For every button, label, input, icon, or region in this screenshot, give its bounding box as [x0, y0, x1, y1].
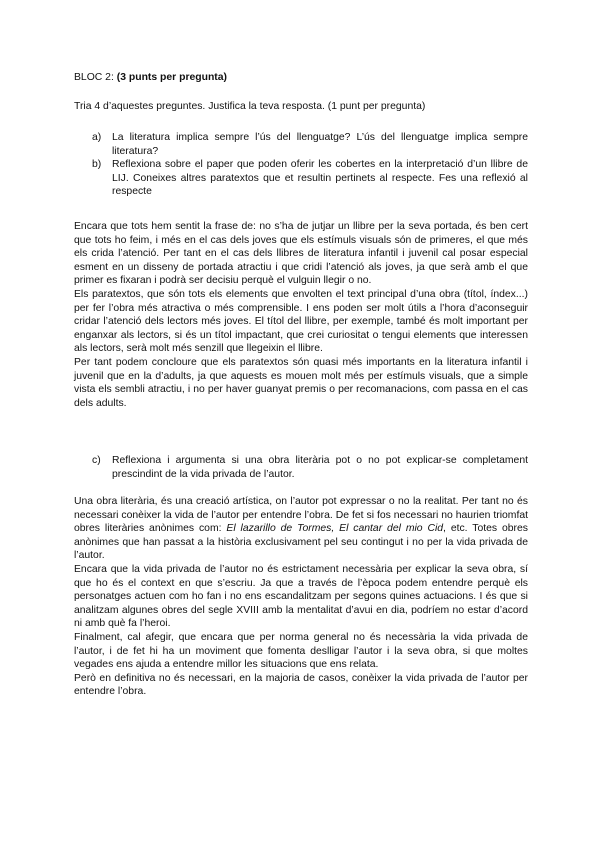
answer-paragraph: Però en definitiva no és necessari, en la majoria de casos, conèixer la vida privada de l’autor per entendre l’obra. — [74, 672, 528, 698]
question-text: Reflexiona sobre el paper que poden oferir les cobertes en la interpretació d’un llibre de LIJ. Coneixes altres paratextos que et resultin pertinets al respecte. Fes una reflexió al respecte — [112, 159, 528, 198]
question-a — [92, 131, 528, 158]
answer-text: Una obra literària, és una creació artística, on l’autor pot expressar o no la realitat. Per tant no és necessari conèixer la vida de l’autor per entendre l’obra. De fet si fos necessari no haurien triomfat obres literàries anònimes com: — [74, 496, 528, 535]
work-title: El cantar del mio Cid — [339, 523, 444, 535]
work-title: El lazarillo de Tormes — [226, 523, 332, 535]
answer-paragraph: Per tant podem concloure que els paratextos són quasi més importants en la literatura infantil i juvenil que en la d’adults, ja que aquests es mouen molt més per estímuls visuals, que a simple vista els sembli atractiu, i no per haver guanyat premis o per recomanacions, com passa en el cas dels adults. — [74, 356, 528, 409]
answer-paragraph: Encara que tots hem sentit la frase de: no s’ha de jutjar un llibre per la seva portada, és ben cert que tots ho feim, i més en el cas dels joves que els estímuls visuals són de primeres, el que més els crida l’atenció. Per tant en el cas dels llibres de literatura infantil i juvenil cal posar especial esment en un disseny de portada atractiu i que cridi l’atenció als joves, ja que serà amb el que primer es fixaran i podrà ser decisiu perquè el vulguin llegir o no. — [74, 221, 528, 287]
section-header — [74, 71, 534, 85]
bloc-label: BLOC 2: — [74, 72, 114, 83]
answer-text: , etc. Totes obres anònimes que han passat a la història exclusivament pel seu contingut i no per la vida privada de l’autor. — [74, 523, 528, 562]
answer-paragraph: Finalment, cal afegir, que encara que per norma general no és necessària la vida privada de l’autor, i de fet hi ha un moviment que fomenta deslligar l’autor i la seva obra, si que moltes vegades ens ajuda a entendre millor les situacions que ens relata. — [74, 631, 528, 671]
question-label: b) — [92, 159, 102, 171]
question-label: c) — [92, 455, 101, 466]
question-text: La literatura implica sempre l’ús del llenguatge? L’ús del llenguatge implica sempre literatura? — [112, 132, 528, 157]
answer-paragraph — [74, 495, 528, 563]
answer-paragraph: Els paratextos, que són tots els elements que envolten el text principal d’una obra (títol, índex...) per fer l’obra més atractiva o més comprensible. I ens poden ser molt útils a l’hora d’aconseguir cridar l’atenció dels lectors més joves. El títol del llibre, per exemple, també és molt important per enganxar als lectors, si és un títol impactant, que crei curiositat o tengui elements que interessen als lectors, serà molt més senzill que llegeixin el llibre. — [74, 288, 528, 355]
question-list-ab — [92, 131, 528, 199]
instruction-text: Tria 4 d’aquestes preguntes. Justifica la teva resposta. (1 punt per pregunta) — [74, 101, 426, 112]
question-text: Reflexiona i argumenta si una obra literària pot o no pot explicar-se completament prescindint de la vida privada de l’autor. — [112, 455, 528, 480]
question-c — [92, 454, 528, 481]
answer-paragraph: Encara que la vida privada de l’autor no és estrictament necessària per explicar la seva obra, sí que ho és el context en que s’escriu. Ja que a través de l’època podem entendre perquè els personatges actuen com ho fan i no ens escandalitzam per segons quines actuacions. I és que si analitzam algunes obres del segle XVIII amb la mentalitat d’avui en dia, podríem no estar d’acord ni amb què fa l’heroi. — [74, 563, 528, 630]
answer-b — [74, 220, 528, 410]
question-b — [92, 158, 528, 199]
title-separator: , — [331, 523, 340, 535]
question-label: a) — [92, 132, 102, 143]
answer-c — [74, 495, 528, 699]
points-label: (3 punts per pregunta) — [116, 72, 228, 83]
question-list-c — [92, 454, 528, 481]
